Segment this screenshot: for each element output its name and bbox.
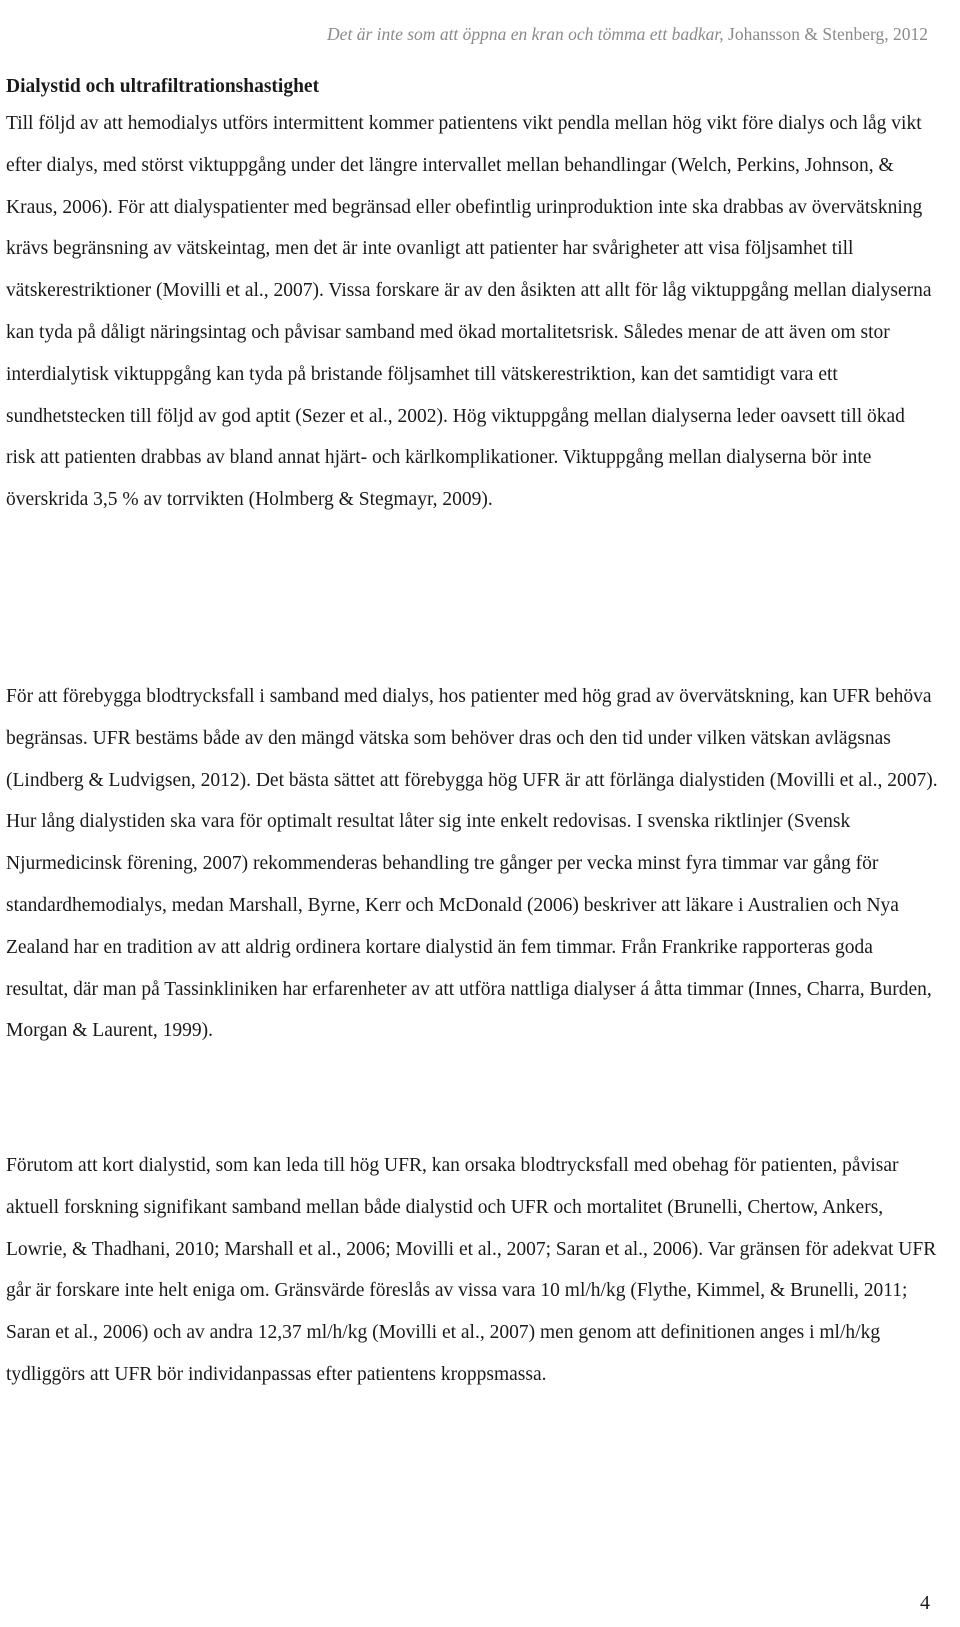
- page-number: 4: [920, 1592, 930, 1614]
- section-heading: Dialystid och ultrafiltrationshastighet: [6, 76, 320, 97]
- header-title: Det är inte som att öppna en kran och tömma ett badkar,: [327, 24, 724, 44]
- body-paragraph-1: Till följd av att hemodialys utförs intermittent kommer patientens vikt pendla mellan hög vikt före dialys och låg vikt efter dialys, med störst viktuppgång under det längre intervallet mellan behandlingar (Welch, Perkins, Johnson, & Kraus, 2006). För att dialyspatienter med begränsad eller obefintlig urinproduktion inte ska drabbas av övervätskning krävs begränsning av vätskeintag, men det är inte ovanligt att patienter har svårigheter att visa följsamhet till vätskerestriktioner (Movilli et al., 2007). Vissa forskare är av den åsikten att allt för låg viktuppgång mellan dialyserna kan tyda på dåligt näringsintag och påvisar samband med ökad mortalitetsrisk. Således menar de att även om stor interdialytisk viktuppgång kan tyda på bristande följsamhet till vätskerestriktion, kan det samtidigt vara ett sundhetstecken till följd av god aptit (Sezer et al., 2002). Hög viktuppgång mellan dialyserna leder oavsett till ökad risk att patienten drabbas av bland annat hjärt- och kärlkomplikationer. Viktuppgång mellan dialyserna bör inte överskrida 3,5 % av torrvikten (Holmberg & Stegmayr, 2009).: [6, 113, 932, 511]
- running-header: [32, 24, 928, 45]
- body-paragraph-2: För att förebygga blodtrycksfall i samband med dialys, hos patienter med hög grad av övervätskning, kan UFR behöva begränsas. UFR bestäms både av den mängd vätska som behöver dras och den tid under vilken vätskan avlägsnas (Lindberg & Ludvigsen, 2012). Det bästa sättet att förebygga hög UFR är att förlänga dialystiden (Movilli et al., 2007). Hur lång dialystiden ska vara för optimalt resultat låter sig inte enkelt redovisas. I svenska riktlinjer (Svensk Njurmedicinsk förening, 2007) rekommenderas behandling tre gånger per vecka minst fyra timmar var gång för standardhemodialys, medan Marshall, Byrne, Kerr och McDonald (2006) beskriver att läkare i Australien och Nya Zealand har en tradition av att aldrig ordinera kortare dialystid än fem timmar. Från Frankrike rapporteras goda resultat, där man på Tassinkliniken har erfarenheter av att utföra nattliga dialyser á åtta timmar (Innes, Charra, Burden, Morgan & Laurent, 1999).: [6, 686, 938, 1042]
- header-authors: Johansson & Stenberg, 2012: [728, 24, 928, 44]
- body-paragraph-3: Förutom att kort dialystid, som kan leda till hög UFR, kan orsaka blodtrycksfall med obehag för patienten, påvisar aktuell forskning signifikant samband mellan både dialystid och UFR och mortalitet (Brunelli, Chertow, Ankers, Lowrie, & Thadhani, 2010; Marshall et al., 2006; Movilli et al., 2007; Saran et al., 2006). Var gränsen för adekvat UFR går är forskare inte helt eniga om. Gränsvärde föreslås av vissa vara 10 ml/h/kg (Flythe, Kimmel, & Brunelli, 2011; Saran et al., 2006) och av andra 12,37 ml/h/kg (Movilli et al., 2007) men genom att definitionen anges i ml/h/kg tydliggörs att UFR bör individanpassas efter patientens kroppsmassa.: [6, 1155, 937, 1385]
